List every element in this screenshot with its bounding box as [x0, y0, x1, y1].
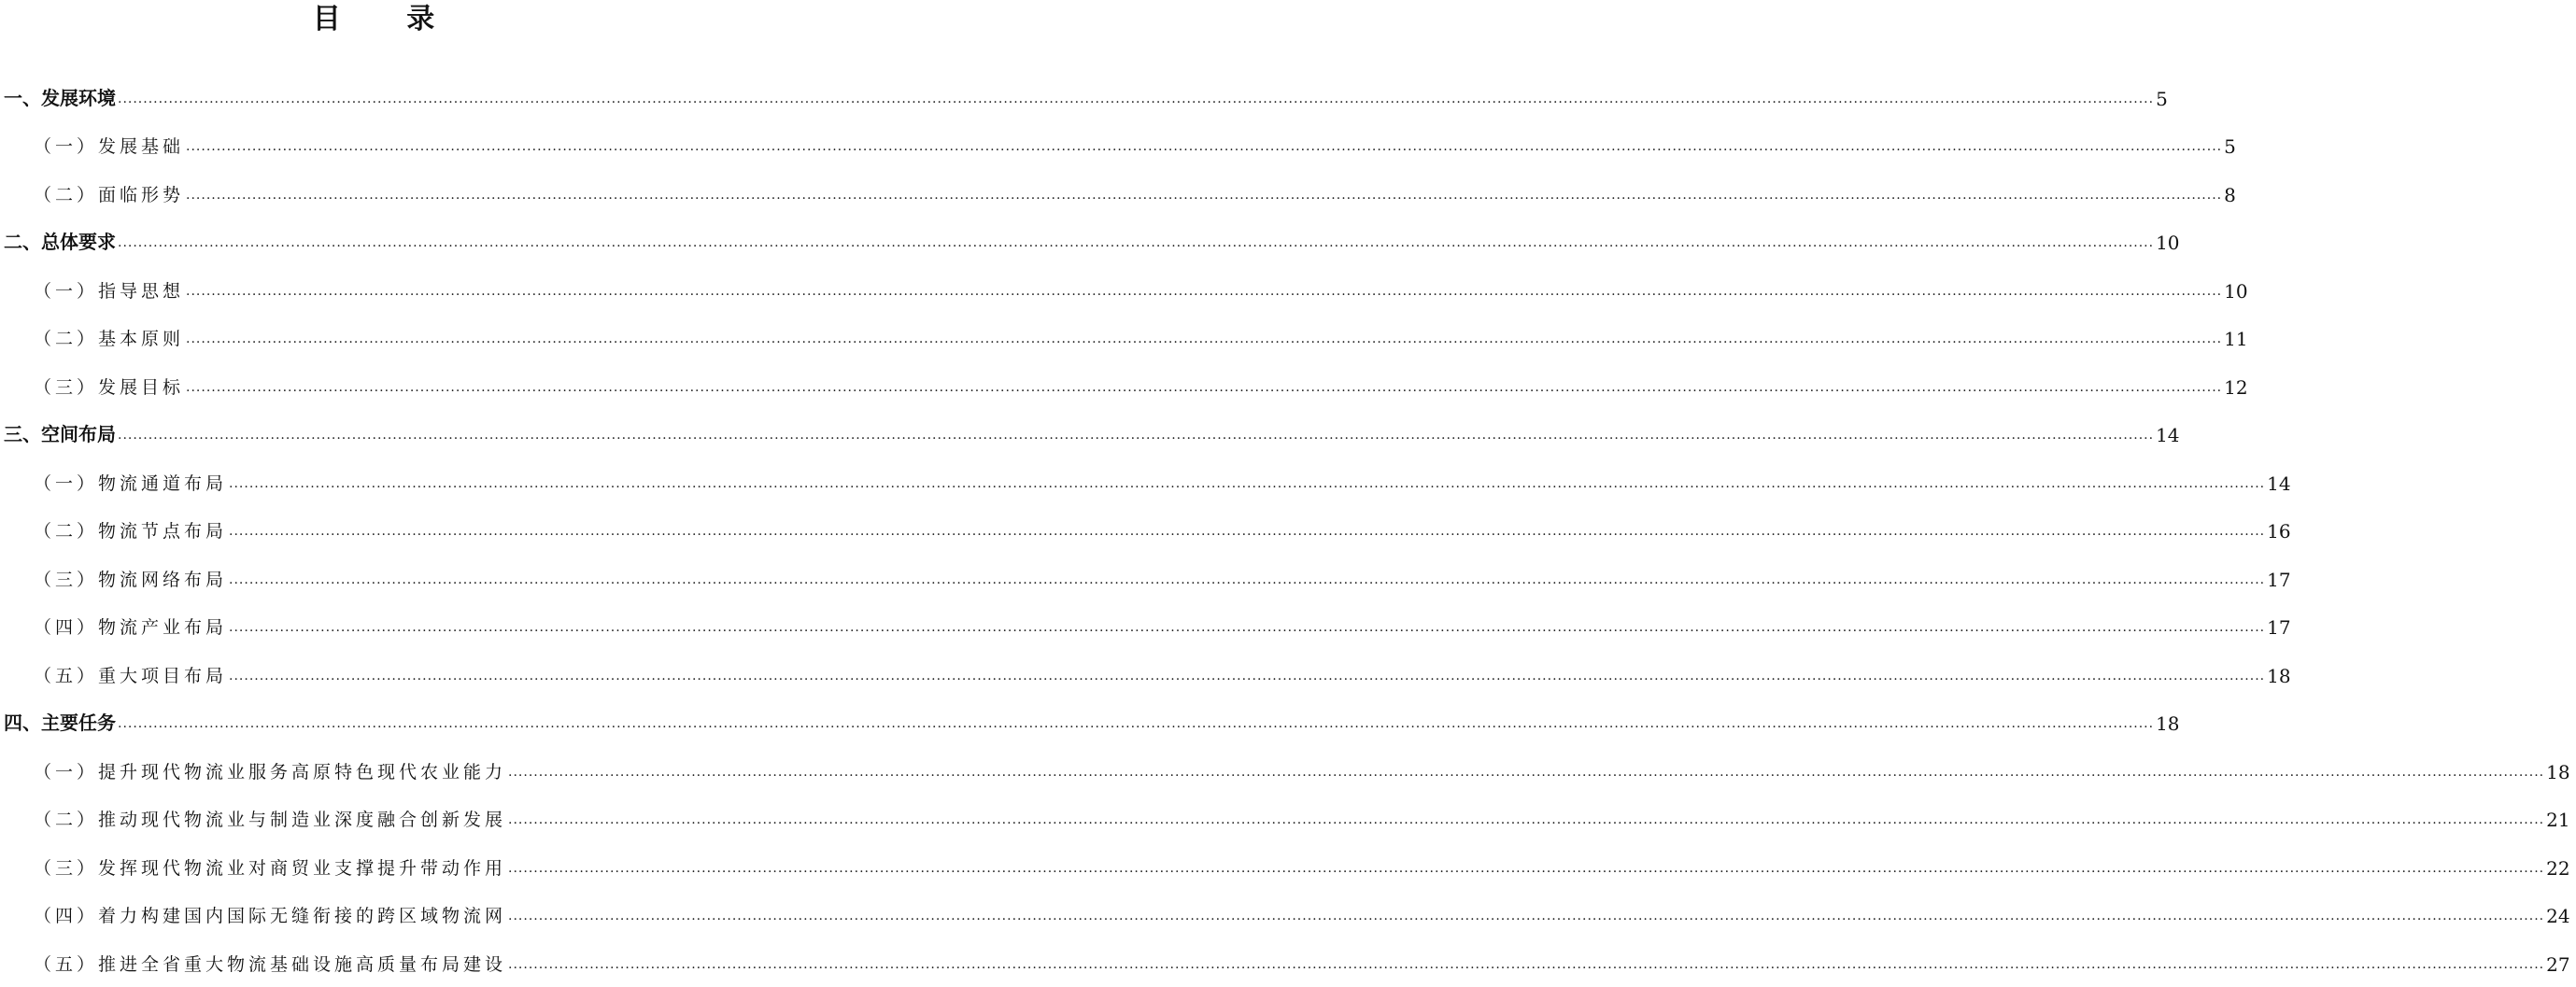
toc-section-entry[interactable] — [0, 938, 2570, 987]
toc-page-number: 16 — [2267, 520, 2291, 543]
toc-chapter-entry[interactable] — [0, 218, 2180, 266]
dot-leader: ................................................................................................................................................................................................................................................................................................................................................................................................................ — [229, 571, 2266, 587]
toc-page-number: 12 — [2224, 375, 2248, 399]
dot-leader: ................................................................................................................................................................................................................................................................................................................................................................................................................ — [186, 139, 2223, 154]
toc-page-number: 10 — [2156, 232, 2180, 254]
dot-leader: ................................................................................................................................................................................................................................................................................................................................................................................................................ — [186, 187, 2223, 203]
toc-page-number: 17 — [2267, 616, 2291, 639]
toc-section-entry[interactable] — [0, 554, 2291, 602]
dot-leader: ................................................................................................................................................................................................................................................................................................................................................................................................................ — [508, 909, 2545, 924]
toc-section-entry[interactable] — [0, 314, 2248, 362]
toc-entry-label: （二）物流节点布局 — [34, 521, 228, 542]
toc-page-number: 18 — [2267, 664, 2291, 687]
toc-section-entry[interactable] — [0, 602, 2291, 651]
toc-section-entry[interactable] — [0, 795, 2570, 843]
toc-page-number: 27 — [2546, 952, 2570, 976]
dot-leader: ................................................................................................................................................................................................................................................................................................................................................................................................................ — [186, 379, 2223, 395]
dot-leader: ................................................................................................................................................................................................................................................................................................................................................................................................................ — [118, 91, 2155, 106]
toc-section-entry[interactable] — [0, 842, 2570, 891]
toc-entry-label: （二）推动现代物流业与制造业深度融合创新发展 — [34, 810, 507, 830]
toc-entry-label: （四）着力构建国内国际无缝衔接的跨区域物流网 — [34, 906, 507, 926]
toc-entry-label: （二）基本原则 — [34, 329, 185, 349]
toc-page-number: 10 — [2224, 279, 2248, 303]
toc-section-entry[interactable] — [0, 121, 2236, 170]
dot-leader: ................................................................................................................................................................................................................................................................................................................................................................................................................ — [229, 668, 2266, 684]
toc-entry-label: （四）物流产业布局 — [34, 617, 228, 638]
toc-section-entry[interactable] — [0, 169, 2236, 218]
toc-page-number: 5 — [2224, 135, 2236, 158]
toc-entry-label: （二）面临形势 — [34, 184, 185, 205]
toc-page-number: 24 — [2546, 905, 2570, 927]
dot-leader: ................................................................................................................................................................................................................................................................................................................................................................................................................ — [229, 524, 2266, 539]
toc-section-entry[interactable] — [0, 458, 2291, 506]
page-title: 目 录 — [312, 3, 463, 35]
toc-entry-label: 一、发展环境 — [4, 86, 116, 109]
toc-entry-label: （一）发展基础 — [34, 136, 185, 157]
toc-page-number: 17 — [2267, 568, 2291, 591]
dot-leader: ................................................................................................................................................................................................................................................................................................................................................................................................................ — [186, 331, 2223, 346]
toc-page-number: 21 — [2546, 809, 2570, 831]
toc-entry-label: （五）重大项目布局 — [34, 665, 228, 686]
dot-leader: ................................................................................................................................................................................................................................................................................................................................................................................................................ — [229, 620, 2266, 635]
toc-section-entry[interactable] — [0, 891, 2570, 939]
dot-leader: ................................................................................................................................................................................................................................................................................................................................................................................................................ — [508, 812, 2545, 827]
dot-leader: ................................................................................................................................................................................................................................................................................................................................................................................................................ — [186, 283, 2223, 299]
toc-page-number: 5 — [2156, 87, 2168, 110]
toc-entry-label: （五）推进全省重大物流基础设施高质量布局建设 — [34, 953, 507, 975]
toc-entry-label: （三）发展目标 — [34, 376, 185, 398]
toc-section-entry[interactable] — [0, 506, 2291, 555]
toc-page-number: 18 — [2546, 760, 2570, 783]
toc-section-entry[interactable] — [0, 650, 2291, 698]
dot-leader: ................................................................................................................................................................................................................................................................................................................................................................................................................ — [118, 428, 2155, 443]
dot-leader: ................................................................................................................................................................................................................................................................................................................................................................................................................ — [229, 475, 2266, 491]
table-of-contents — [0, 73, 2570, 987]
toc-entry-label: （一）提升现代物流业服务高原特色现代农业能力 — [34, 761, 507, 783]
toc-page-number: 8 — [2224, 183, 2236, 206]
toc-entry-label: （一）指导思想 — [34, 280, 185, 302]
toc-entry-label: 二、总体要求 — [4, 231, 116, 253]
toc-page-number: 22 — [2546, 856, 2570, 880]
toc-entry-label: 三、空间布局 — [4, 423, 116, 445]
dot-leader: ................................................................................................................................................................................................................................................................................................................................................................................................................ — [118, 235, 2155, 250]
dot-leader: ................................................................................................................................................................................................................................................................................................................................................................................................................ — [508, 860, 2545, 876]
toc-page-number: 18 — [2156, 712, 2180, 735]
toc-section-entry[interactable] — [0, 361, 2248, 410]
dot-leader: ................................................................................................................................................................................................................................................................................................................................................................................................................ — [508, 764, 2545, 780]
toc-chapter-entry[interactable] — [0, 698, 2180, 747]
toc-entry-label: （三）物流网络布局 — [34, 569, 228, 590]
toc-entry-label: 四、主要任务 — [4, 712, 116, 734]
toc-page-number: 14 — [2156, 424, 2180, 446]
toc-chapter-entry[interactable] — [0, 73, 2168, 121]
toc-chapter-entry[interactable] — [0, 410, 2180, 458]
toc-page-number: 14 — [2267, 472, 2291, 495]
toc-section-entry[interactable] — [0, 265, 2248, 314]
toc-page-number: 11 — [2224, 328, 2248, 350]
toc-entry-label: （三）发挥现代物流业对商贸业支撑提升带动作用 — [34, 857, 507, 879]
dot-leader: ................................................................................................................................................................................................................................................................................................................................................................................................................ — [508, 956, 2545, 972]
toc-section-entry[interactable] — [0, 746, 2570, 795]
toc-entry-label: （一）物流通道布局 — [34, 472, 228, 494]
dot-leader: ................................................................................................................................................................................................................................................................................................................................................................................................................ — [118, 716, 2155, 731]
